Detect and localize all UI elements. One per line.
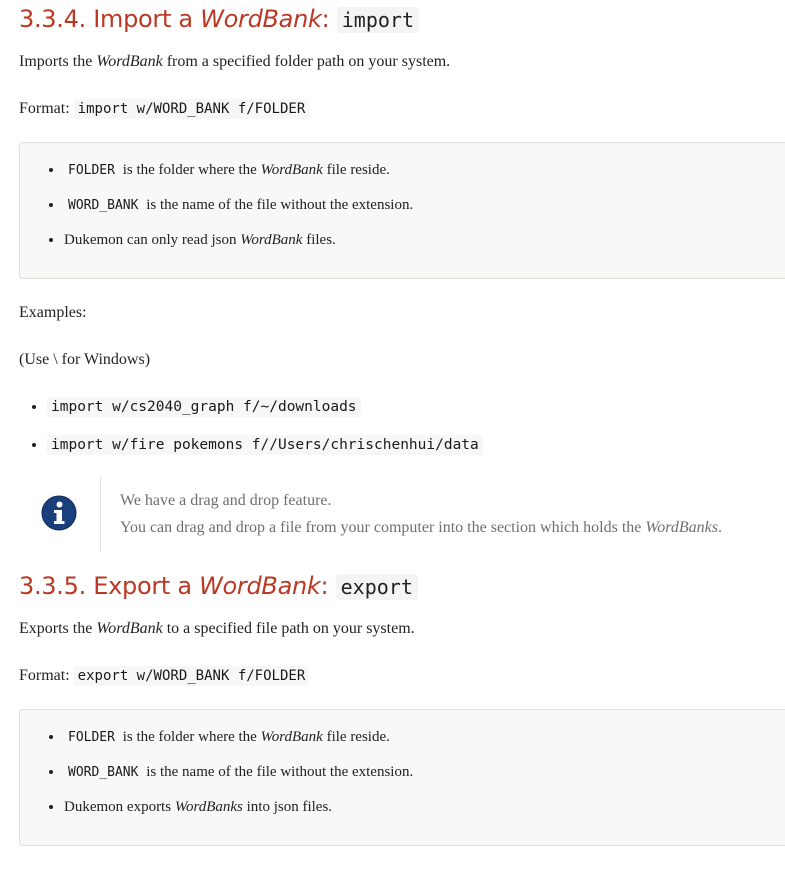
- note-code: FOLDER: [68, 163, 115, 178]
- import-section-title-wordbank: WordBank: [200, 5, 322, 33]
- note-text-post: files.: [306, 232, 336, 248]
- note-code: WORD_BANK: [68, 198, 139, 213]
- import-format-line: [19, 98, 309, 120]
- example-code: import w/cs2040_graph f/~/downloads: [47, 397, 361, 417]
- export-desc-post: to a specified file path on your system.: [166, 620, 415, 637]
- export-command-code: export: [336, 574, 418, 600]
- info-icon: [41, 495, 77, 531]
- import-desc-post: from a specified folder path on your system.: [166, 53, 451, 70]
- note-text: is the name of the file without the extension.: [146, 764, 414, 780]
- note-italic: WordBank: [260, 162, 323, 178]
- admonition-line-1: We have a drag and drop feature.: [120, 492, 332, 509]
- import-note-item: [64, 161, 785, 180]
- note-text: is the folder where the: [122, 162, 257, 178]
- admonition-line-2-italic: WordBanks: [645, 519, 718, 536]
- note-text: Dukemon can only read json: [64, 232, 237, 248]
- export-section-heading: [19, 569, 418, 604]
- import-section-number: 3.3.4.: [19, 5, 86, 33]
- export-format-code: export w/WORD_BANK f/FOLDER: [74, 666, 310, 686]
- import-format-code: import w/WORD_BANK f/FOLDER: [74, 99, 310, 119]
- import-note-item: [64, 196, 785, 215]
- note-italic: WordBank: [260, 729, 323, 745]
- note-text-post: file reside.: [326, 162, 390, 178]
- example-item: [47, 434, 483, 456]
- admonition-line-2-period: .: [717, 519, 722, 536]
- note-italic: WordBanks: [174, 799, 243, 815]
- export-section-colon: :: [320, 572, 329, 600]
- import-description: [19, 51, 450, 73]
- import-section-colon: :: [321, 5, 330, 33]
- import-desc-italic: WordBank: [96, 53, 163, 70]
- export-note-item: [64, 763, 785, 782]
- export-format-label: Format:: [19, 667, 70, 684]
- export-description: [19, 618, 415, 640]
- export-notes-list: [20, 728, 785, 817]
- import-examples-list: [19, 396, 483, 472]
- export-notes-box: [19, 709, 785, 846]
- note-text-post: into json files.: [246, 799, 333, 815]
- windows-note: (Use \ for Windows): [19, 351, 151, 368]
- import-desc-pre: Imports the: [19, 53, 93, 70]
- import-note-item: [64, 231, 785, 250]
- import-notes-list: [20, 161, 785, 250]
- admonition-icon-cell: [19, 477, 101, 551]
- import-command-code: import: [337, 7, 419, 33]
- export-section-title-prefix: Export a: [93, 572, 192, 600]
- example-code: import w/fire pokemons f//Users/chrischenhui/data: [47, 435, 483, 455]
- export-desc-pre: Exports the: [19, 620, 93, 637]
- note-code: FOLDER: [68, 730, 115, 745]
- export-section-number: 3.3.5.: [19, 572, 86, 600]
- note-text: Dukemon exports: [64, 799, 172, 815]
- admonition-line-2: [120, 514, 722, 541]
- import-format-label: Format:: [19, 100, 70, 117]
- export-section-title-wordbank: WordBank: [199, 572, 321, 600]
- import-section-heading: [19, 2, 419, 37]
- tip-admonition: [19, 477, 785, 551]
- export-note-item: [64, 728, 785, 747]
- import-notes-box: [19, 142, 785, 279]
- note-text: is the folder where the: [122, 729, 257, 745]
- note-code: WORD_BANK: [68, 765, 139, 780]
- export-desc-italic: WordBank: [96, 620, 163, 637]
- export-note-item: [64, 798, 785, 817]
- admonition-line-2-text: You can drag and drop a file from your computer into the section which holds the: [120, 519, 642, 536]
- note-italic: WordBank: [240, 232, 303, 248]
- example-item: [47, 396, 483, 418]
- admonition-text: [120, 487, 722, 541]
- examples-label: Examples:: [19, 304, 87, 321]
- note-text: is the name of the file without the extension.: [146, 197, 414, 213]
- note-text-post: file reside.: [326, 729, 390, 745]
- import-section-title-prefix: Import a: [93, 5, 193, 33]
- export-format-line: [19, 665, 309, 687]
